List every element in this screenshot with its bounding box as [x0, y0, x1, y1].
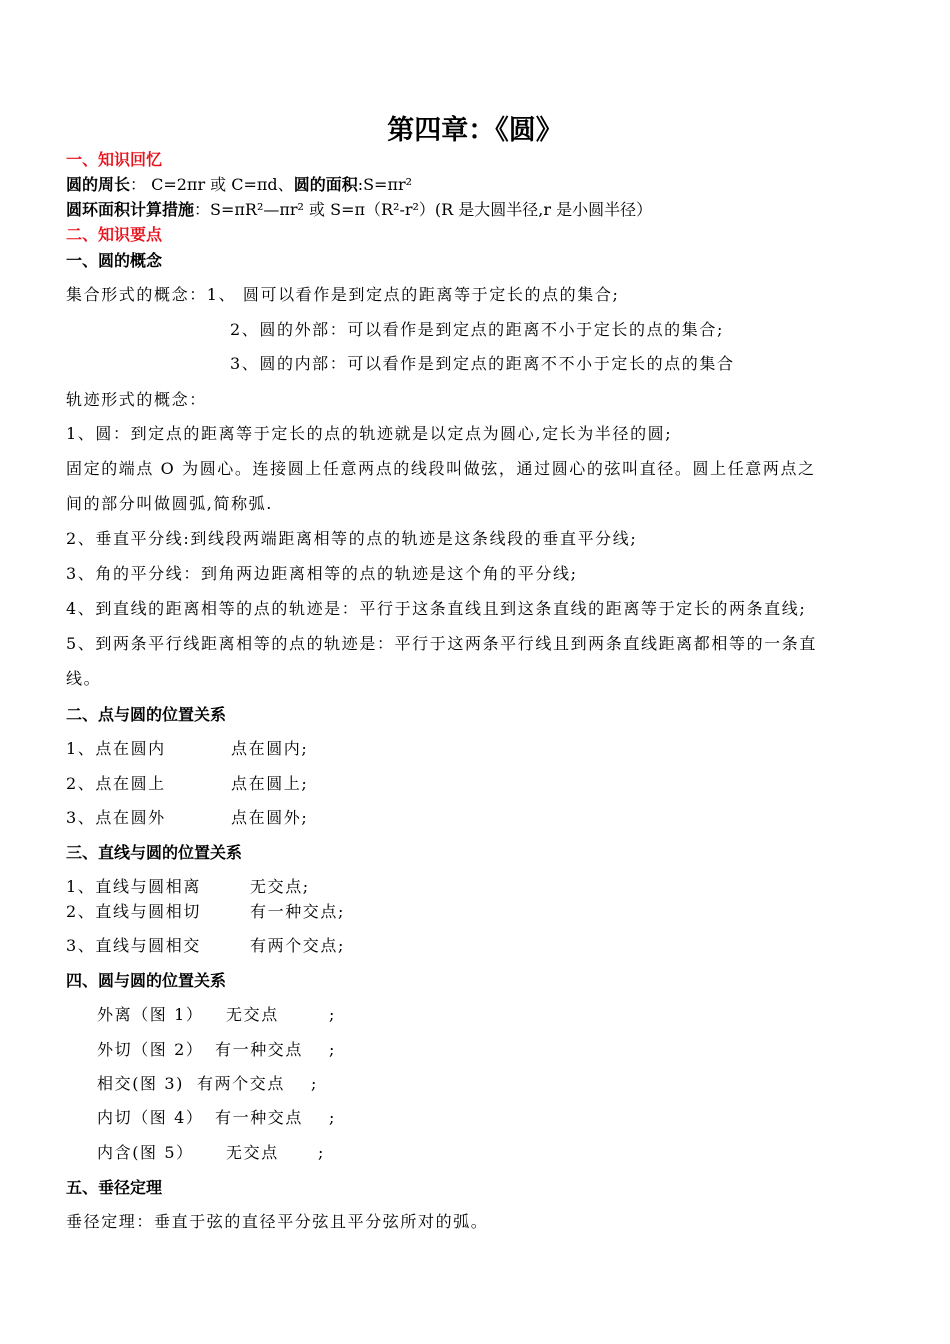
- item-label: 相交(图 3): [97, 1074, 184, 1093]
- locus-3: 2、垂直平分线:到线段两端距离相等的点的轨迹是这条线段的垂直平分线;: [66, 529, 638, 548]
- item-label: 1、直线与圆相离: [66, 877, 201, 896]
- item-value: 有两个交点;: [250, 936, 345, 955]
- recall-heading: 一、知识回忆: [66, 150, 163, 169]
- ring-label: 圆环面积计算措施: [66, 200, 195, 219]
- list-item: [66, 877, 310, 897]
- s1-heading: 一、圆的概念: [66, 251, 163, 270]
- item-label: 内切（图 4）: [97, 1108, 204, 1127]
- item-value: 无交点: [226, 1005, 279, 1024]
- locus-6b: 线。: [66, 669, 102, 688]
- locus-5: 4、到直线的距离相等的点的轨迹是：平行于这条直线且到这条直线的距离等于定长的两条直线;: [66, 599, 807, 618]
- locus-2a: 固定的端点 O 为圆心。连接圆上任意两点的线段叫做弦，通过圆心的弦叫直径。圆上任意两点之: [66, 459, 816, 478]
- set-line-1: 集合形式的概念：1、 圆可以看作是到定点的距离等于定长的点的集合;: [66, 285, 620, 304]
- list-item: [97, 1074, 318, 1094]
- list-item: [97, 1143, 325, 1163]
- perimeter-label: 圆的周长: [66, 175, 131, 194]
- item-value: 无交点: [226, 1143, 279, 1162]
- item-value: 点在圆外;: [231, 808, 309, 827]
- item-label: 1、点在圆内: [66, 739, 166, 758]
- item-value: 有一种交点: [215, 1108, 304, 1127]
- area-label: 圆的面积: [293, 175, 358, 194]
- item-end: ;: [311, 1074, 318, 1093]
- item-label: 3、直线与圆相交: [66, 936, 201, 955]
- locus-4: 3、角的平分线：到角两边距离相等的点的轨迹是这个角的平分线;: [66, 564, 578, 583]
- item-label: 外切（图 2）: [97, 1040, 204, 1059]
- item-label: 2、点在圆上: [66, 774, 166, 793]
- item-value: 有一种交点: [215, 1040, 304, 1059]
- perimeter-line: [66, 175, 412, 195]
- item-label: 外离（图 1）: [97, 1005, 204, 1024]
- area-formula: :S=πr²: [357, 175, 413, 194]
- s5-heading: 五、垂径定理: [66, 1178, 163, 1197]
- item-label: 3、点在圆外: [66, 808, 166, 827]
- list-item: [66, 774, 308, 794]
- item-end: ;: [329, 1005, 336, 1024]
- item-value: 有一种交点;: [250, 902, 345, 921]
- item-value: 无交点;: [250, 877, 310, 896]
- list-item: [66, 739, 308, 759]
- item-label: 内含(图 5）: [97, 1143, 194, 1162]
- ring-line: [66, 200, 652, 220]
- item-end: ;: [329, 1108, 336, 1127]
- set-line-3: 3、圆的内部：可以看作是到定点的距离不不小于定长的点的集合: [230, 354, 735, 373]
- points-heading: 二、知识要点: [66, 225, 163, 244]
- item-value: 点在圆内;: [231, 739, 309, 758]
- list-item: [97, 1108, 336, 1128]
- item-value: 点在圆上;: [231, 774, 309, 793]
- list-item: [66, 936, 345, 956]
- s3-heading: 三、直线与圆的位置关系: [66, 843, 243, 862]
- item-label: 2、直线与圆相切: [66, 902, 201, 921]
- s2-heading: 二、点与圆的位置关系: [66, 705, 227, 724]
- item-value: 有两个交点: [197, 1074, 286, 1093]
- perimeter-formula: ： C=2πr 或 C=πd、: [130, 175, 294, 194]
- s4-heading: 四、圆与圆的位置关系: [66, 971, 227, 990]
- set-line-2: 2、圆的外部：可以看作是到定点的距离不小于定长的点的集合;: [230, 320, 724, 339]
- s5-text: 垂径定理：垂直于弦的直径平分弦且平分弦所对的弧。: [66, 1212, 489, 1231]
- list-item: [97, 1040, 336, 1060]
- list-item: [66, 808, 308, 828]
- list-item: [97, 1005, 336, 1025]
- item-end: ;: [318, 1143, 325, 1162]
- locus-2b: 间的部分叫做圆弧,简称弧.: [66, 494, 273, 513]
- ring-formula: ：S=πR²—πr² 或 S=π（R²-r²）(R 是大圆半径,r 是小圆半径）: [194, 200, 653, 219]
- list-item: [66, 902, 345, 922]
- page-title: 第四章：《圆》: [387, 115, 563, 146]
- item-end: ;: [329, 1040, 336, 1059]
- locus-intro: 轨迹形式的概念：: [66, 390, 207, 409]
- locus-6a: 5、到两条平行线距离相等的点的轨迹是：平行于这两条平行线且到两条直线距离都相等的一条直: [66, 634, 817, 653]
- locus-1: 1、圆：到定点的距离等于定长的点的轨迹就是以定点为圆心,定长为半径的圆;: [66, 424, 673, 443]
